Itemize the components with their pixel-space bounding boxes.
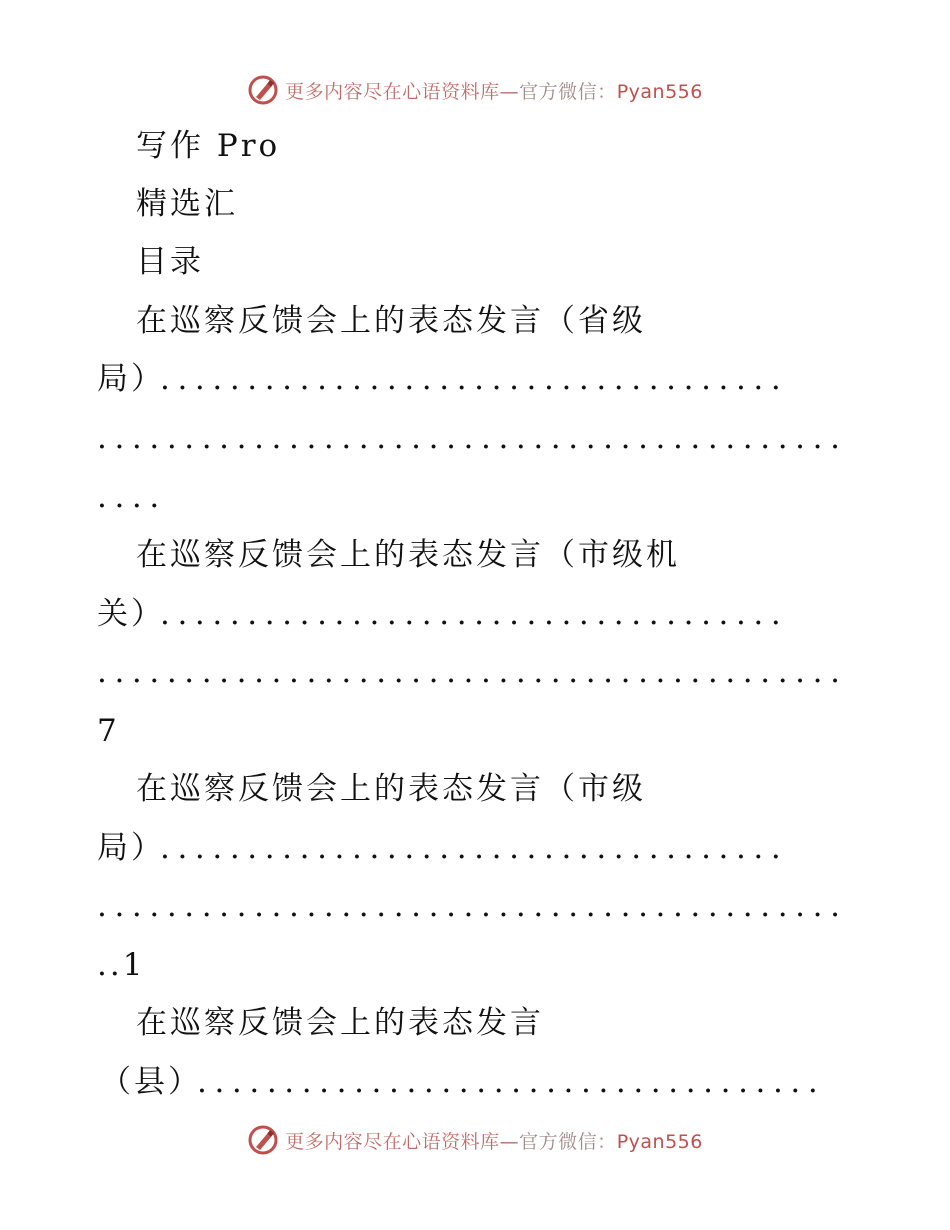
toc-entry-4-title: 在巡察反馈会上的表态发言 (136, 1005, 544, 1041)
watermark-wechat-id: Pyan556 (616, 80, 703, 103)
watermark-dash: — (499, 80, 520, 103)
toc-entry-1-page: .... (97, 479, 167, 515)
toc-entry-3-cont: 局） (97, 830, 165, 866)
watermark-wechat-id: Pyan556 (616, 1130, 703, 1153)
toc-entry-3-leader-2: ........................................... (97, 888, 848, 924)
toc-entry-2-leader-2: ........................................... (97, 654, 848, 690)
watermark-header (0, 70, 950, 110)
toc-heading: 目录 (136, 244, 204, 280)
pen-logo-icon (247, 74, 279, 106)
toc-entry-1-leader-2: ........................................... (97, 420, 848, 456)
toc-entry-2-cont: 关） (97, 596, 165, 632)
watermark-footer (0, 1120, 950, 1160)
watermark-prefix: 更多内容尽在心语资料库 (285, 1130, 500, 1153)
watermark-wechat-label: 官方微信： (519, 80, 617, 103)
toc-entry-2-page: 7 (97, 713, 120, 749)
toc-entry-2-title: 在巡察反馈会上的表态发言（市级机 (136, 537, 680, 573)
pen-logo-icon (247, 1124, 279, 1156)
watermark-prefix: 更多内容尽在心语资料库 (285, 80, 500, 103)
toc-entry-3-title: 在巡察反馈会上的表态发言（市级 (136, 771, 646, 807)
toc-entry-2-leader: .................................... (160, 596, 789, 632)
doc-brand-line: 写作 Pro (136, 128, 281, 164)
toc-entry-1-title: 在巡察反馈会上的表态发言（省级 (136, 303, 646, 339)
watermark-text (285, 1127, 703, 1154)
toc-entry-4-cont: （县） (100, 1064, 202, 1100)
toc-entry-1-cont: 局） (97, 361, 165, 397)
toc-entry-4-leader: .................................... (197, 1064, 826, 1100)
watermark-dash: — (499, 1130, 520, 1153)
watermark-wechat-label: 官方微信： (519, 1130, 617, 1153)
watermark-text (285, 77, 703, 104)
toc-entry-3-leader: .................................... (160, 830, 789, 866)
doc-subtitle-line: 精选汇 (136, 186, 238, 222)
toc-entry-1-leader: .................................... (160, 361, 789, 397)
toc-entry-3-page: ..1 (97, 947, 146, 983)
